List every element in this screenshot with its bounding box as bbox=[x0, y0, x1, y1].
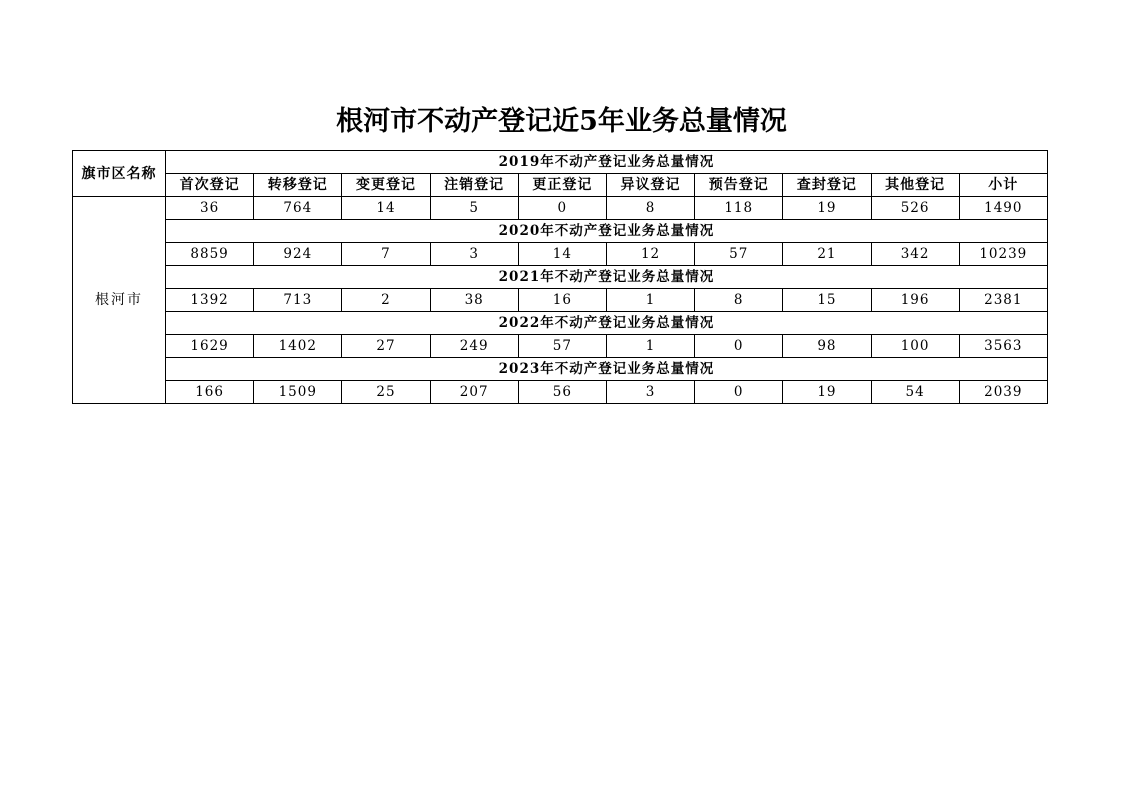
column-header: 预告登记 bbox=[695, 174, 783, 197]
year-title-row bbox=[73, 312, 1048, 335]
year-section-title: 2023年不动产登记业务总量情况 bbox=[166, 358, 1048, 381]
value-cell: 3 bbox=[606, 381, 694, 404]
table-row bbox=[73, 381, 1048, 404]
value-cell: 166 bbox=[166, 381, 254, 404]
region-name-cell: 根河市 bbox=[73, 197, 166, 404]
subtotal-cell: 2381 bbox=[959, 289, 1047, 312]
value-cell: 207 bbox=[430, 381, 518, 404]
subtotal-cell: 10239 bbox=[959, 243, 1047, 266]
subtotal-cell: 2039 bbox=[959, 381, 1047, 404]
subtotal-cell: 1490 bbox=[959, 197, 1047, 220]
value-cell: 19 bbox=[783, 197, 871, 220]
value-cell: 0 bbox=[695, 335, 783, 358]
table-row bbox=[73, 335, 1048, 358]
year-title-row bbox=[73, 220, 1048, 243]
value-cell: 1402 bbox=[254, 335, 342, 358]
column-header: 变更登记 bbox=[342, 174, 430, 197]
value-cell: 1509 bbox=[254, 381, 342, 404]
value-cell: 8859 bbox=[166, 243, 254, 266]
value-cell: 1 bbox=[606, 289, 694, 312]
column-header: 小计 bbox=[959, 174, 1047, 197]
column-header: 首次登记 bbox=[166, 174, 254, 197]
column-header: 注销登记 bbox=[430, 174, 518, 197]
value-cell: 1 bbox=[606, 335, 694, 358]
value-cell: 25 bbox=[342, 381, 430, 404]
value-cell: 0 bbox=[518, 197, 606, 220]
value-cell: 8 bbox=[606, 197, 694, 220]
value-cell: 526 bbox=[871, 197, 959, 220]
value-cell: 118 bbox=[695, 197, 783, 220]
table-row bbox=[73, 197, 1048, 220]
value-cell: 15 bbox=[783, 289, 871, 312]
value-cell: 54 bbox=[871, 381, 959, 404]
value-cell: 1629 bbox=[166, 335, 254, 358]
table-header-row bbox=[73, 151, 1048, 174]
year-title-row bbox=[73, 266, 1048, 289]
value-cell: 36 bbox=[166, 197, 254, 220]
table-row bbox=[73, 289, 1048, 312]
year-section-title: 2020年不动产登记业务总量情况 bbox=[166, 220, 1048, 243]
region-column-header: 旗市区名称 bbox=[73, 151, 166, 197]
registration-table bbox=[72, 150, 1048, 404]
year-section-title: 2021年不动产登记业务总量情况 bbox=[166, 266, 1048, 289]
value-cell: 14 bbox=[342, 197, 430, 220]
year-section-title: 2019年不动产登记业务总量情况 bbox=[166, 151, 1048, 174]
value-cell: 342 bbox=[871, 243, 959, 266]
value-cell: 16 bbox=[518, 289, 606, 312]
year-title-row bbox=[73, 358, 1048, 381]
table-row bbox=[73, 243, 1048, 266]
value-cell: 19 bbox=[783, 381, 871, 404]
page-title: 根河市不动产登记近5年业务总量情况 bbox=[336, 106, 787, 137]
value-cell: 924 bbox=[254, 243, 342, 266]
value-cell: 2 bbox=[342, 289, 430, 312]
value-cell: 57 bbox=[695, 243, 783, 266]
column-header: 查封登记 bbox=[783, 174, 871, 197]
value-cell: 8 bbox=[695, 289, 783, 312]
value-cell: 12 bbox=[606, 243, 694, 266]
value-cell: 0 bbox=[695, 381, 783, 404]
value-cell: 5 bbox=[430, 197, 518, 220]
column-header-row bbox=[73, 174, 1048, 197]
value-cell: 100 bbox=[871, 335, 959, 358]
value-cell: 249 bbox=[430, 335, 518, 358]
subtotal-cell: 3563 bbox=[959, 335, 1047, 358]
value-cell: 27 bbox=[342, 335, 430, 358]
value-cell: 764 bbox=[254, 197, 342, 220]
value-cell: 38 bbox=[430, 289, 518, 312]
value-cell: 21 bbox=[783, 243, 871, 266]
value-cell: 713 bbox=[254, 289, 342, 312]
value-cell: 196 bbox=[871, 289, 959, 312]
value-cell: 56 bbox=[518, 381, 606, 404]
column-header: 异议登记 bbox=[606, 174, 694, 197]
table-body bbox=[73, 151, 1048, 404]
column-header: 更正登记 bbox=[518, 174, 606, 197]
value-cell: 98 bbox=[783, 335, 871, 358]
year-section-title: 2022年不动产登记业务总量情况 bbox=[166, 312, 1048, 335]
column-header: 其他登记 bbox=[871, 174, 959, 197]
value-cell: 57 bbox=[518, 335, 606, 358]
value-cell: 7 bbox=[342, 243, 430, 266]
value-cell: 3 bbox=[430, 243, 518, 266]
value-cell: 14 bbox=[518, 243, 606, 266]
value-cell: 1392 bbox=[166, 289, 254, 312]
column-header: 转移登记 bbox=[254, 174, 342, 197]
